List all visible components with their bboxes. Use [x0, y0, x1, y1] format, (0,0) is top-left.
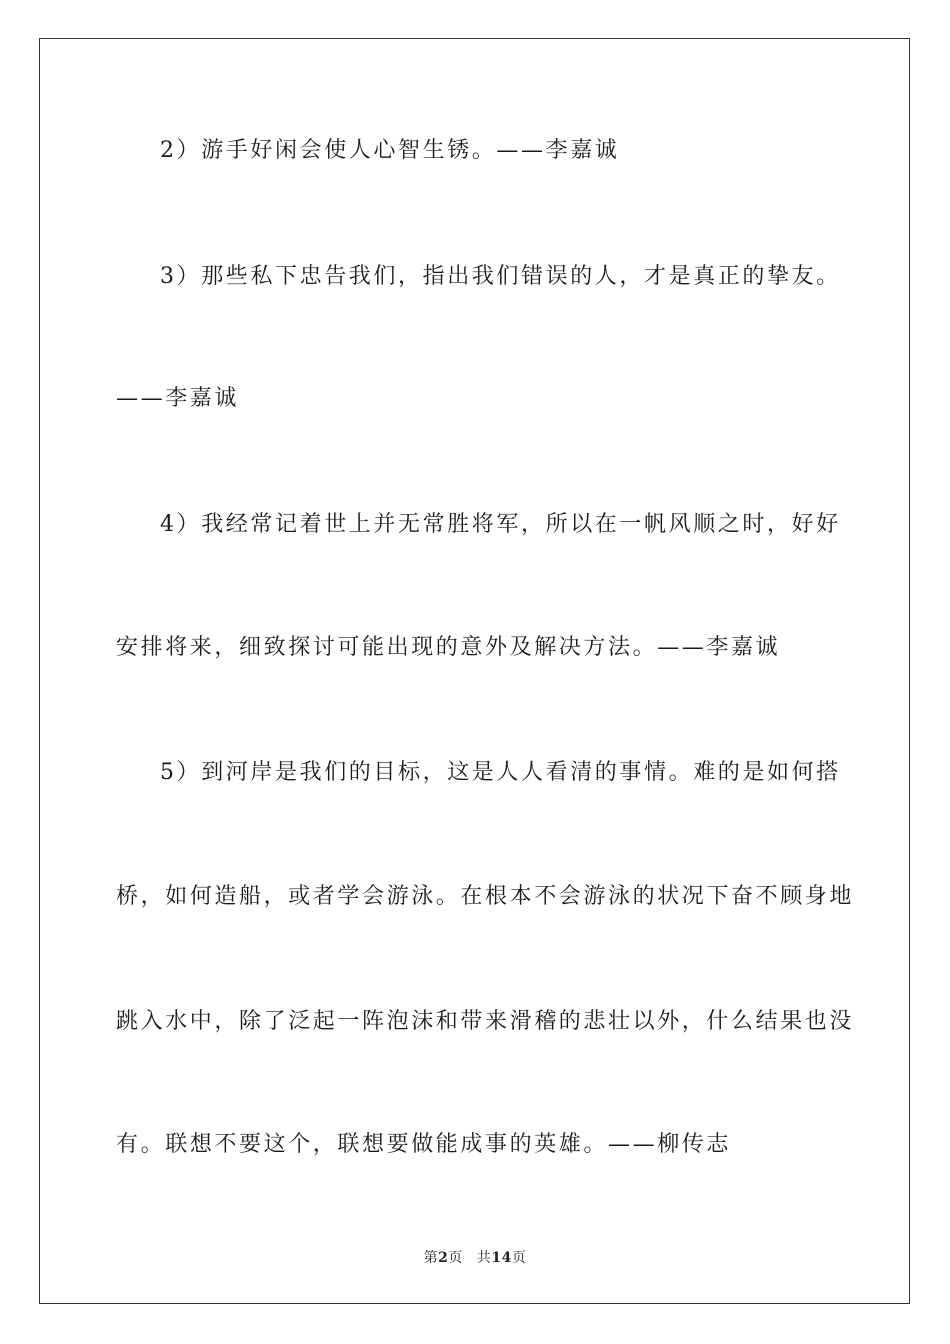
quote-4-line-1: 4）我经常记着世上并无常胜将军，所以在一帆风顺之时，好好	[160, 512, 841, 537]
total-prefix: 共	[476, 1250, 492, 1266]
quote-5-line-3: 跳入水中，除了泛起一阵泡沫和带来滑稽的悲壮以外，什么结果也没	[116, 1009, 855, 1034]
page-number: 2	[438, 1250, 449, 1266]
quote-5-line-4: 有。联想不要这个，联想要做能成事的英雄。——柳传志	[116, 1132, 732, 1157]
quote-3-line-1: 3）那些私下忠告我们，指出我们错误的人，才是真正的挚友。	[160, 264, 841, 289]
page-border	[39, 38, 910, 1304]
page-suffix: 页	[448, 1250, 463, 1266]
total-pages: 14	[491, 1250, 512, 1266]
page-footer	[0, 1247, 950, 1267]
quote-2-line-1: 2）游手好闲会使人心智生锈。——李嘉诚	[160, 138, 620, 163]
quote-5-line-1: 5）到河岸是我们的目标，这是人人看清的事情。难的是如何搭	[160, 760, 841, 785]
page-prefix: 第	[423, 1250, 439, 1266]
total-suffix: 页	[511, 1250, 527, 1266]
quote-5-line-2: 桥，如何造船，或者学会游泳。在根本不会游泳的状况下奋不顾身地	[116, 884, 855, 909]
quote-3-line-2: ——李嘉诚	[116, 386, 240, 411]
quote-4-line-2: 安排将来，细致探讨可能出现的意外及解决方法。——李嘉诚	[116, 635, 781, 660]
